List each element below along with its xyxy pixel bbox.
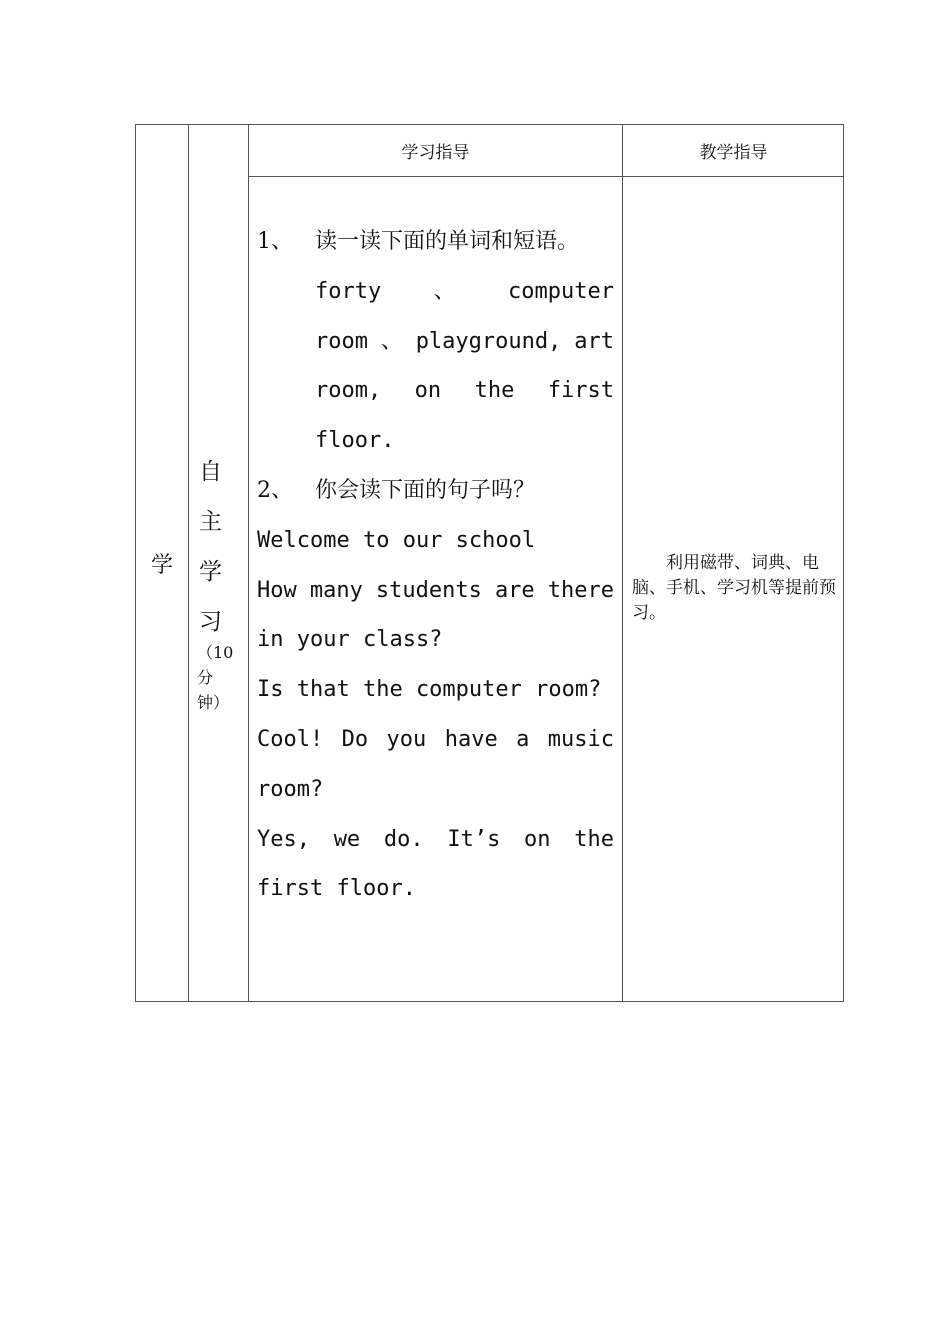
- word: Do: [341, 726, 369, 752]
- divider: [622, 125, 623, 1001]
- sentence-line: Is that the computer room?: [257, 677, 602, 703]
- divider: [248, 125, 249, 1001]
- divider: [248, 176, 843, 177]
- header-study-guide: 学习指导: [401, 143, 470, 163]
- time-line: 钟）: [197, 693, 230, 712]
- activity-cell: [189, 125, 248, 1001]
- word: forty: [315, 278, 382, 304]
- list-item: [257, 466, 614, 516]
- word-line: [257, 267, 614, 317]
- item-text: 你会读下面的句子吗？: [315, 477, 536, 503]
- word: first: [547, 378, 614, 404]
- activity-title-char: 学: [199, 559, 222, 585]
- word: the: [474, 378, 515, 404]
- header-teaching-guide: 教学指导: [699, 143, 768, 163]
- activity-title-char: 主: [199, 509, 222, 535]
- word: room,: [315, 378, 382, 404]
- lesson-table: [135, 124, 844, 1002]
- activity-title-char: 自: [199, 459, 222, 485]
- word: music: [547, 726, 614, 752]
- word: many: [309, 577, 363, 603]
- list-item: [257, 217, 614, 267]
- sentence-line: first floor.: [257, 876, 416, 902]
- word: are: [494, 577, 535, 603]
- word: you: [386, 726, 427, 752]
- item-number: 2、: [257, 477, 293, 503]
- word: Yes,: [257, 826, 310, 852]
- sentence-line: [257, 715, 614, 765]
- word: playground,: [415, 328, 562, 354]
- word: do.: [383, 826, 424, 852]
- time-line: （10: [197, 643, 234, 662]
- stage-cell: [136, 125, 188, 1001]
- item-number: 1、: [257, 229, 293, 254]
- word: we: [333, 826, 361, 852]
- word: Cool!: [257, 726, 324, 752]
- word: How: [257, 577, 297, 603]
- study-guide-content: [257, 217, 614, 914]
- teaching-guide-content: 利用磁带、词典、电脑、手机、学习机等提前预习。: [632, 553, 836, 623]
- word: room: [315, 328, 368, 354]
- word: computer: [508, 278, 614, 304]
- word: on: [524, 826, 551, 852]
- sentence-line: [257, 566, 614, 616]
- activity-title: [199, 447, 225, 647]
- word: 、: [380, 328, 403, 354]
- word: students: [375, 577, 482, 603]
- sentence-line: [257, 815, 614, 865]
- stage-label: 学: [150, 552, 173, 578]
- sentence-line: room?: [257, 776, 324, 802]
- word: art: [574, 328, 614, 354]
- activity-title-char: 习: [199, 609, 222, 635]
- sentence-line: Welcome to our school: [257, 527, 536, 553]
- word: have: [444, 726, 498, 752]
- word: the: [574, 826, 614, 852]
- word: there: [547, 577, 614, 603]
- word: on: [414, 378, 442, 404]
- word: 、: [433, 278, 456, 304]
- sentence-line: in your class?: [257, 627, 443, 653]
- word: a: [516, 726, 530, 752]
- word: It’s: [447, 826, 501, 852]
- word-line: [257, 317, 614, 367]
- item-text: 读一读下面的单词和短语。: [315, 229, 580, 254]
- activity-time: [197, 640, 243, 715]
- time-line: 分: [197, 668, 214, 687]
- word-line: [257, 366, 614, 416]
- word-line: floor.: [315, 428, 395, 454]
